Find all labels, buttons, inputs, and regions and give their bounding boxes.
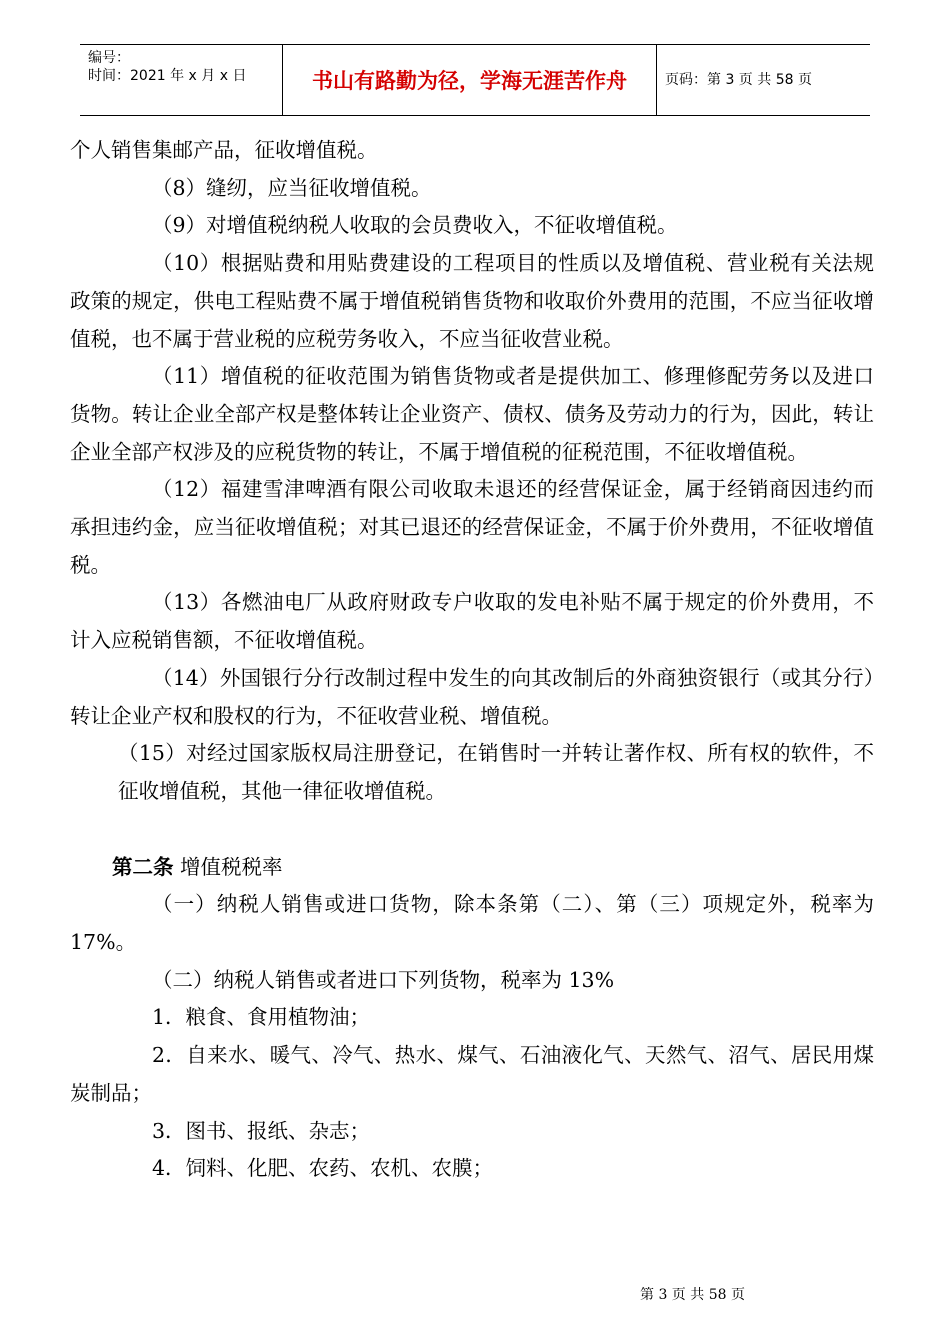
- document-date: 时间：2021 年 x 月 x 日: [88, 68, 247, 84]
- paragraph: （11）增值税的征收范围为销售货物或者是提供加工、修理修配劳务以及进口货物。转让企业全部产权是整体转让企业资产、债权、债务及劳动力的行为，因此，转让企业全部产权涉及的应税货物的转让，不属于增值税的征税范围，不征收增值税。: [70, 364, 874, 464]
- header-meta-cell: [80, 45, 283, 115]
- list-item: 1．粮食、食用植物油；: [152, 1005, 371, 1030]
- section-label: 第二条: [112, 854, 174, 879]
- spacer: [70, 811, 874, 849]
- paragraph: （一）纳税人销售或进口货物，除本条第（二）、第（三）项规定外，税率为 17%。: [70, 892, 874, 955]
- paragraph: （8）缝纫，应当征收增值税。: [152, 175, 432, 200]
- paragraph: （14）外国银行分行改制过程中发生的向其改制后的外商独资银行（或其分行）转让企业产权和股权的行为，不征收营业税、增值税。: [70, 665, 874, 728]
- paragraph: （10）根据贴费和用贴费建设的工程项目的性质以及增值税、营业税有关法规政策的规定，供电工程贴费不属于增值税销售货物和收取价外费用的范围，不应当征收增值税，也不属于营业税的应税劳务收入，不应当征收营业税。: [70, 251, 874, 351]
- section-heading: [70, 849, 874, 887]
- document-body: [70, 132, 874, 1188]
- paragraph: 个人销售集邮产品，征收增值税。: [70, 138, 378, 162]
- paragraph: [70, 735, 874, 810]
- paragraph: （二）纳税人销售或者进口下列货物，税率为 13%: [152, 967, 615, 992]
- list-item: 3．图书、报纸、杂志；: [152, 1118, 371, 1143]
- document-number-label: 编号：: [88, 50, 130, 66]
- section-title: 增值税税率: [173, 854, 283, 879]
- paragraph: （12）福建雪津啤酒有限公司收取未退还的经营保证金，属于经销商因违约而承担违约金，应当征收增值税；对其已退还的经营保证金，不属于价外费用，不征收增值税。: [70, 477, 874, 577]
- paragraph: （13）各燃油电厂从政府财政专户收取的发电补贴不属于规定的价外费用，不计入应税销售额，不征收增值税。: [70, 590, 874, 653]
- header-page-cell: [657, 45, 870, 115]
- page-header: [80, 44, 870, 116]
- paragraph-text: （15）对经过国家版权局注册登记，在销售时一并转让著作权、所有权的软件，不征收增值税，其他一律征收增值税。: [118, 741, 874, 803]
- paragraph: （9）对增值税纳税人收取的会员费收入，不征收增值税。: [152, 213, 678, 238]
- list-item: 2．自来水、暖气、冷气、热水、煤气、石油液化气、天然气、沼气、居民用煤炭制品；: [70, 1043, 874, 1105]
- header-motto: 书山有路勤为径，学海无涯苦作舟: [312, 69, 627, 93]
- page-footer: 第 3 页 共 58 页: [640, 1287, 745, 1303]
- header-motto-cell: [283, 45, 657, 115]
- list-item: 4．饲料、化肥、农药、农机、农膜；: [152, 1156, 494, 1181]
- header-page-info: 页码：第 3 页 共 58 页: [665, 72, 812, 88]
